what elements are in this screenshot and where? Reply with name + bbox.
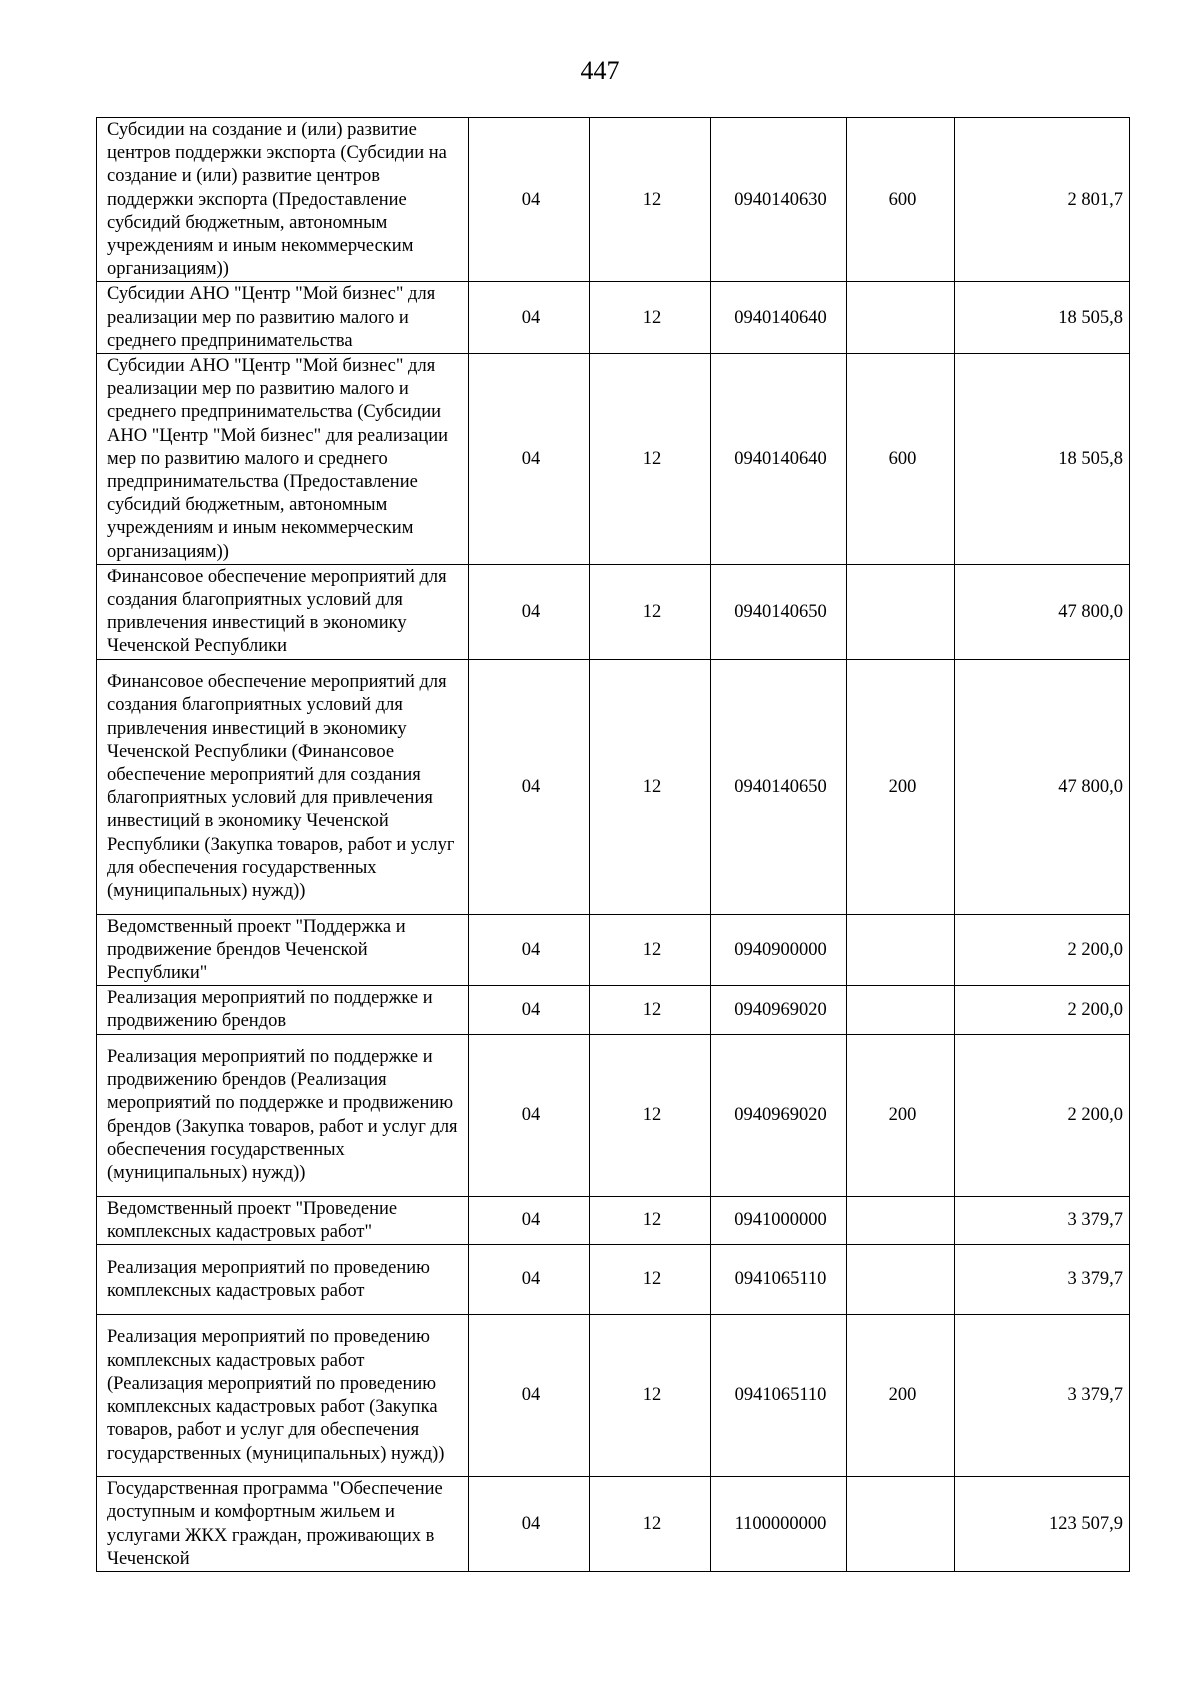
row-target-article-cell: 0941000000 xyxy=(711,1196,847,1244)
row-amount-cell: 18 505,8 xyxy=(955,282,1130,354)
row-expense-type-cell: 200 xyxy=(847,659,955,914)
row-expense-type-cell xyxy=(847,1196,955,1244)
row-expense-type-cell: 200 xyxy=(847,1315,955,1477)
table-row xyxy=(97,354,1130,565)
row-section-cell: 04 xyxy=(469,564,590,659)
row-amount-cell: 123 507,9 xyxy=(955,1477,1130,1572)
row-target-article-cell: 0940140640 xyxy=(711,354,847,565)
row-target-article-cell: 0940969020 xyxy=(711,1034,847,1196)
row-subsection-cell: 12 xyxy=(590,1477,711,1572)
table-row xyxy=(97,1477,1130,1572)
row-name-cell: Реализация мероприятий по поддержке и продвижению брендов xyxy=(97,986,469,1034)
row-name-cell: Субсидии АНО "Центр "Мой бизнес" для реализации мер по развитию малого и среднего предпринимательства xyxy=(97,282,469,354)
row-target-article-cell: 0941065110 xyxy=(711,1315,847,1477)
table-row xyxy=(97,1245,1130,1315)
row-amount-cell: 3 379,7 xyxy=(955,1315,1130,1477)
row-name-cell: Субсидии на создание и (или) развитие центров поддержки экспорта (Субсидии на создание и (или) развитие центров поддержки экспорта (Предоставление субсидий бюджетным, автономным учреждениям и иным некоммерческим организациям)) xyxy=(97,118,469,282)
row-target-article-cell: 0940140650 xyxy=(711,564,847,659)
row-subsection-cell: 12 xyxy=(590,118,711,282)
row-target-article-cell: 0940140630 xyxy=(711,118,847,282)
row-section-cell: 04 xyxy=(469,1315,590,1477)
row-target-article-cell: 0940900000 xyxy=(711,914,847,986)
row-expense-type-cell: 200 xyxy=(847,1034,955,1196)
row-subsection-cell: 12 xyxy=(590,1245,711,1315)
table-row xyxy=(97,118,1130,282)
row-name-cell: Ведомственный проект "Проведение комплексных кадастровых работ" xyxy=(97,1196,469,1244)
row-target-article-cell: 0940140640 xyxy=(711,282,847,354)
row-expense-type-cell xyxy=(847,282,955,354)
row-amount-cell: 47 800,0 xyxy=(955,564,1130,659)
table-row xyxy=(97,914,1130,986)
row-name-cell: Финансовое обеспечение мероприятий для создания благоприятных условий для привлечения инвестиций в экономику Чеченской Республики (Финансовое обеспечение мероприятий для создания благоприятных условий для привлечения инвестиций в экономику Чеченской Республики (Закупка товаров, работ и услуг для обеспечения государственных (муниципальных) нужд)) xyxy=(97,659,469,914)
table-row xyxy=(97,282,1130,354)
row-expense-type-cell xyxy=(847,914,955,986)
row-expense-type-cell xyxy=(847,1245,955,1315)
row-name-cell: Реализация мероприятий по проведению комплексных кадастровых работ (Реализация мероприятий по проведению комплексных кадастровых работ (Закупка товаров, работ и услуг для обеспечения государственных (муниципальных) нужд)) xyxy=(97,1315,469,1477)
row-amount-cell: 2 200,0 xyxy=(955,986,1130,1034)
row-amount-cell: 47 800,0 xyxy=(955,659,1130,914)
row-section-cell: 04 xyxy=(469,659,590,914)
row-expense-type-cell xyxy=(847,564,955,659)
page-number: 447 xyxy=(580,56,620,85)
row-section-cell: 04 xyxy=(469,118,590,282)
row-subsection-cell: 12 xyxy=(590,914,711,986)
row-section-cell: 04 xyxy=(469,986,590,1034)
row-subsection-cell: 12 xyxy=(590,1034,711,1196)
row-target-article-cell: 0941065110 xyxy=(711,1245,847,1315)
row-name-cell: Субсидии АНО "Центр "Мой бизнес" для реализации мер по развитию малого и среднего предпринимательства (Субсидии АНО "Центр "Мой бизнес" для реализации мер по развитию малого и среднего предпринимательства (Предоставление субсидий бюджетным, автономным учреждениям и иным некоммерческим организациям)) xyxy=(97,354,469,565)
table-row xyxy=(97,1034,1130,1196)
table-row xyxy=(97,1315,1130,1477)
budget-table xyxy=(96,117,1130,1572)
row-target-article-cell: 1100000000 xyxy=(711,1477,847,1572)
row-section-cell: 04 xyxy=(469,282,590,354)
row-name-cell: Государственная программа "Обеспечение доступным и комфортным жильем и услугами ЖКХ граждан, проживающих в Чеченской xyxy=(97,1477,469,1572)
row-expense-type-cell xyxy=(847,1477,955,1572)
table-row xyxy=(97,659,1130,914)
row-expense-type-cell: 600 xyxy=(847,354,955,565)
row-name-cell: Реализация мероприятий по проведению комплексных кадастровых работ xyxy=(97,1245,469,1315)
row-amount-cell: 3 379,7 xyxy=(955,1245,1130,1315)
row-subsection-cell: 12 xyxy=(590,986,711,1034)
table-row xyxy=(97,564,1130,659)
row-amount-cell: 18 505,8 xyxy=(955,354,1130,565)
row-section-cell: 04 xyxy=(469,1196,590,1244)
row-amount-cell: 3 379,7 xyxy=(955,1196,1130,1244)
table-row xyxy=(97,986,1130,1034)
row-section-cell: 04 xyxy=(469,1245,590,1315)
row-expense-type-cell: 600 xyxy=(847,118,955,282)
row-subsection-cell: 12 xyxy=(590,282,711,354)
row-target-article-cell: 0940140650 xyxy=(711,659,847,914)
row-amount-cell: 2 801,7 xyxy=(955,118,1130,282)
row-subsection-cell: 12 xyxy=(590,1196,711,1244)
row-amount-cell: 2 200,0 xyxy=(955,1034,1130,1196)
row-name-cell: Финансовое обеспечение мероприятий для создания благоприятных условий для привлечения инвестиций в экономику Чеченской Республики xyxy=(97,564,469,659)
budget-table-body xyxy=(97,118,1130,1572)
row-name-cell: Ведомственный проект "Поддержка и продвижение брендов Чеченской Республики" xyxy=(97,914,469,986)
row-subsection-cell: 12 xyxy=(590,564,711,659)
row-section-cell: 04 xyxy=(469,354,590,565)
row-section-cell: 04 xyxy=(469,914,590,986)
table-row xyxy=(97,1196,1130,1244)
row-section-cell: 04 xyxy=(469,1034,590,1196)
row-subsection-cell: 12 xyxy=(590,354,711,565)
row-expense-type-cell xyxy=(847,986,955,1034)
row-subsection-cell: 12 xyxy=(590,659,711,914)
row-subsection-cell: 12 xyxy=(590,1315,711,1477)
row-amount-cell: 2 200,0 xyxy=(955,914,1130,986)
row-section-cell: 04 xyxy=(469,1477,590,1572)
row-target-article-cell: 0940969020 xyxy=(711,986,847,1034)
row-name-cell: Реализация мероприятий по поддержке и продвижению брендов (Реализация мероприятий по поддержке и продвижению брендов (Закупка товаров, работ и услуг для обеспечения государственных (муниципальных) нужд)) xyxy=(97,1034,469,1196)
